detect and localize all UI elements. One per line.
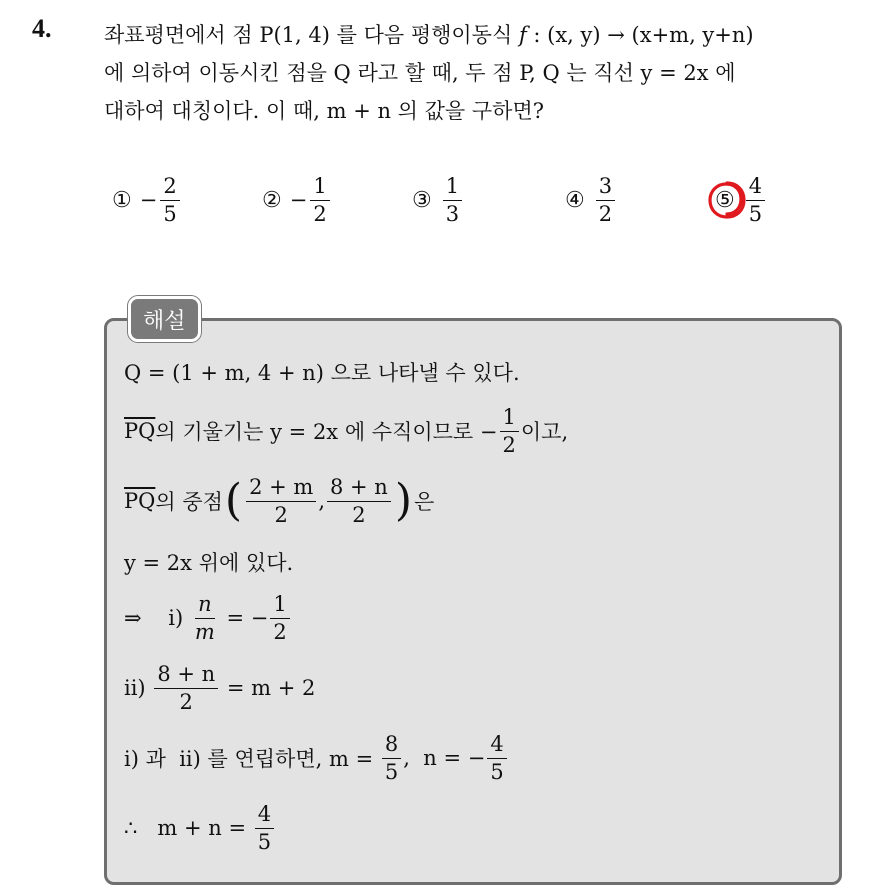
solution-line-7-prefix: i) 과 ii) 를 연립하면, m = bbox=[124, 747, 380, 771]
choice-2-mark: ② bbox=[262, 187, 282, 213]
midpoint-y-fraction bbox=[327, 476, 391, 525]
solution-line-6 bbox=[124, 658, 315, 718]
solution-line-8-prefix: ∴ m + n = bbox=[124, 816, 253, 840]
question-text bbox=[104, 16, 874, 130]
solution-tag: 해설 bbox=[128, 296, 201, 342]
equation-denominator: 2 bbox=[179, 689, 193, 714]
choice-2-numerator: 1 bbox=[310, 175, 329, 200]
question-line-1 bbox=[104, 16, 874, 54]
question-line-2: 에 의하여 이동시킨 점을 Q 라고 할 때, 두 점 P, Q 는 직선 y = 2x 에 bbox=[104, 61, 736, 85]
choice-1-fraction bbox=[160, 175, 179, 224]
slope-denominator: 2 bbox=[502, 432, 516, 457]
equation-numerator: 8 + n bbox=[154, 663, 218, 688]
midpoint-y-numerator: 8 + n bbox=[327, 476, 391, 501]
question-number: 4. bbox=[32, 14, 52, 43]
choice-2-fraction bbox=[310, 175, 329, 224]
solution-line-6-prefix: ii) bbox=[124, 676, 153, 700]
ratio-result-fraction bbox=[270, 593, 289, 642]
final-answer-denominator: 5 bbox=[257, 829, 272, 854]
choice-3-numerator: 1 bbox=[443, 175, 462, 200]
choice-1-numerator: 2 bbox=[160, 175, 179, 200]
right-paren: ) bbox=[394, 475, 413, 526]
choice-1-denominator: 5 bbox=[163, 201, 177, 226]
choice-5[interactable] bbox=[715, 168, 767, 232]
midpoint-y-denominator: 2 bbox=[352, 502, 366, 527]
solution-line-2 bbox=[124, 402, 568, 460]
m-value-fraction bbox=[382, 733, 401, 782]
ratio-fraction bbox=[192, 593, 218, 642]
solution-line-7 bbox=[124, 728, 509, 788]
m-value-numerator: 8 bbox=[382, 733, 401, 758]
segment-pq-2: $\overline{PQ}$ bbox=[124, 489, 156, 513]
choice-5-mark: ⑤ bbox=[715, 187, 735, 213]
solution-line-3-end: 은 bbox=[414, 490, 435, 514]
choice-3-mark: ③ bbox=[412, 187, 432, 213]
function-name: f bbox=[518, 23, 527, 47]
equation-fraction bbox=[154, 663, 218, 712]
ratio-denominator: m bbox=[194, 619, 215, 644]
solution-line-3-text: 의 중점 bbox=[155, 490, 223, 514]
choice-5-fraction bbox=[746, 175, 765, 224]
slope-fraction bbox=[500, 406, 519, 455]
answer-circle-stroke bbox=[710, 183, 744, 217]
n-value-denominator: 5 bbox=[490, 759, 504, 784]
choice-5-numerator: 4 bbox=[746, 175, 765, 200]
choice-1-sign: − bbox=[139, 188, 158, 212]
solution-line-7-mid: , n = − bbox=[403, 746, 486, 770]
question-line-3: 대하여 대칭이다. 이 때, m + n 의 값을 구하면? bbox=[104, 99, 545, 123]
solution-line-1: Q = (1 + m, 4 + n) 으로 나타낼 수 있다. bbox=[124, 361, 520, 385]
solution-line-6-end: = m + 2 bbox=[220, 676, 316, 700]
choice-1-mark: ① bbox=[112, 187, 132, 213]
n-value-fraction bbox=[487, 733, 506, 782]
segment-pq: $\overline{PQ}$ bbox=[124, 419, 156, 443]
answer-circle-icon bbox=[707, 180, 747, 220]
choice-2-denominator: 2 bbox=[313, 201, 327, 226]
ratio-result-numerator: 1 bbox=[270, 593, 289, 618]
final-answer-numerator: 4 bbox=[255, 803, 274, 828]
choice-4-fraction bbox=[596, 175, 615, 224]
midpoint-x-fraction bbox=[246, 476, 316, 525]
choice-4-mark: ④ bbox=[565, 187, 585, 213]
ratio-result-denominator: 2 bbox=[273, 619, 287, 644]
choice-4-denominator: 2 bbox=[598, 201, 613, 226]
solution-line-5-eq: = − bbox=[219, 606, 269, 630]
solution-line-5-prefix: ⇒ i) bbox=[124, 606, 190, 630]
midpoint-x-numerator: 2 + m bbox=[246, 476, 316, 501]
mapping-expression: : (x, y) → (x+m, y+n) bbox=[526, 23, 754, 47]
midpoint-comma: , bbox=[318, 489, 325, 513]
left-paren: ( bbox=[224, 475, 243, 526]
final-answer-fraction bbox=[255, 803, 274, 852]
choice-2[interactable] bbox=[262, 168, 332, 232]
m-value-denominator: 5 bbox=[384, 759, 399, 784]
solution-line-5 bbox=[124, 588, 292, 648]
solution-line-4: y = 2x 위에 있다. bbox=[124, 551, 294, 575]
solution-line-2-end: 이고, bbox=[520, 420, 569, 444]
question-line-1-prefix: 좌표평면에서 점 P(1, 4) 를 다음 평행이동식 bbox=[104, 23, 519, 47]
choice-3-denominator: 3 bbox=[445, 201, 460, 226]
n-value-numerator: 4 bbox=[487, 733, 506, 758]
slope-numerator: 1 bbox=[500, 406, 519, 431]
solution-line-3 bbox=[124, 470, 434, 532]
choice-4[interactable] bbox=[565, 168, 617, 232]
choice-3-fraction bbox=[443, 175, 462, 224]
ratio-numerator: n bbox=[195, 593, 215, 618]
choice-2-sign: − bbox=[289, 188, 308, 212]
choice-3[interactable] bbox=[412, 168, 464, 232]
solution-line-2-text: 의 기울기는 y = 2x 에 수직이므로 − bbox=[155, 420, 498, 444]
choice-5-denominator: 5 bbox=[748, 201, 763, 226]
midpoint-x-denominator: 2 bbox=[274, 502, 288, 527]
choice-4-numerator: 3 bbox=[596, 175, 615, 200]
solution-line-8 bbox=[124, 798, 276, 858]
answer-choices bbox=[0, 168, 884, 232]
choice-1[interactable] bbox=[112, 168, 182, 232]
